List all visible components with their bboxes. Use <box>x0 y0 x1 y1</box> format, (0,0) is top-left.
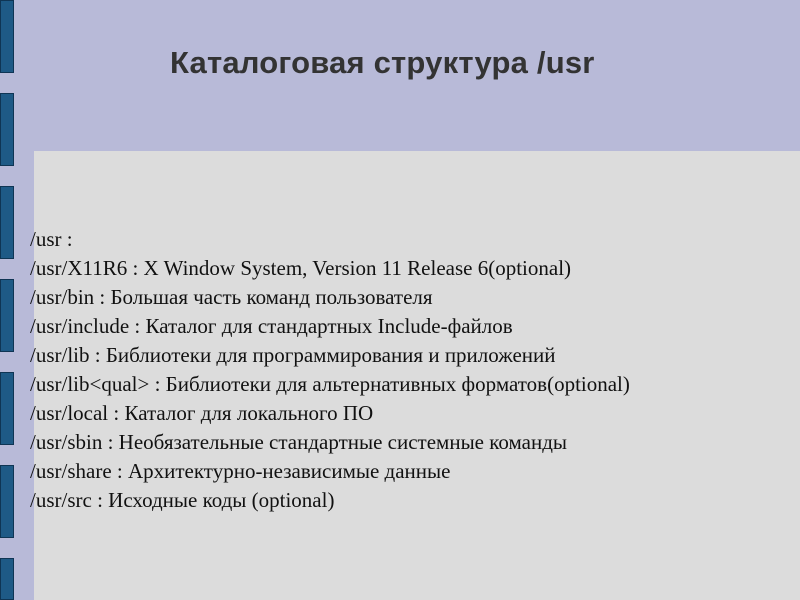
directory-line: /usr/lib : Библиотеки для программирования и приложений <box>30 343 556 367</box>
directory-line: /usr : <box>30 227 73 251</box>
decorative-tab <box>0 93 14 166</box>
slide-title: Каталоговая структура /usr <box>170 45 595 80</box>
directory-line: /usr/src : Исходные коды (optional) <box>30 488 335 512</box>
decorative-tab <box>0 279 14 352</box>
decorative-tab <box>0 186 14 259</box>
directory-line: /usr/share : Архитектурно-независимые данные <box>30 459 451 483</box>
decorative-tab <box>0 0 14 73</box>
directory-line: /usr/sbin : Необязательные стандартные системные команды <box>30 430 567 454</box>
directory-line: /usr/lib<qual> : Библиотеки для альтернативных форматов(optional) <box>30 372 630 396</box>
directory-line: /usr/include : Каталог для стандартных Include-файлов <box>30 314 513 338</box>
decorative-tab <box>0 558 14 600</box>
directory-list <box>30 225 630 515</box>
directory-line: /usr/bin : Большая часть команд пользователя <box>30 285 433 309</box>
decorative-tab <box>0 372 14 445</box>
directory-line: /usr/local : Каталог для локального ПО <box>30 401 374 425</box>
directory-line: /usr/X11R6 : X Window System, Version 11 Release 6(optional) <box>30 256 572 280</box>
decorative-tab <box>0 465 14 538</box>
